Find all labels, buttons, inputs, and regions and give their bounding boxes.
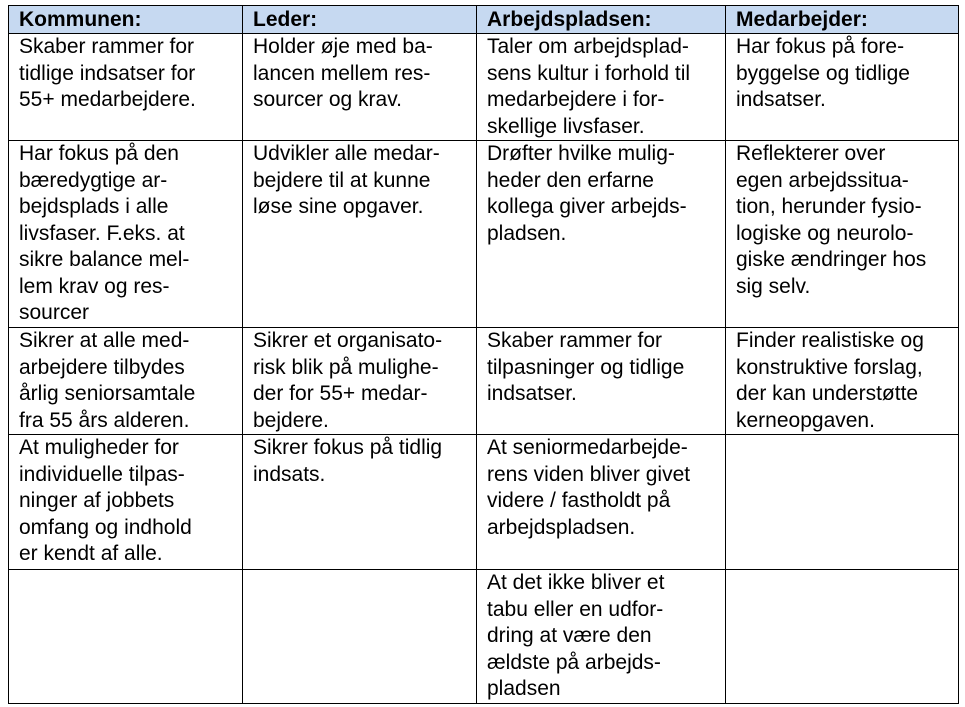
table-cell bbox=[477, 435, 726, 570]
table-cell bbox=[9, 328, 243, 435]
table-row bbox=[9, 34, 959, 141]
cell-text: Har fokus på fore- byggelse og tidlige indsatser. bbox=[736, 35, 910, 111]
header-kommunen: Kommunen: bbox=[9, 6, 243, 34]
cell-text: Skaber rammer for tidlige indsatser for 55+ medarbejdere. bbox=[19, 35, 196, 111]
cell-text: Drøfter hvilke mulig- heder den erfarne kollega giver arbejds- pladsen. bbox=[487, 142, 687, 245]
table-cell bbox=[9, 570, 243, 704]
cell-text: Har fokus på den bæredygtige ar- bejdsplads i alle livsfaser. F.eks. at sikre balance mel- lem krav og res- sourcer bbox=[19, 142, 190, 324]
table-row bbox=[9, 435, 959, 570]
table-cell bbox=[726, 435, 959, 570]
cell-text: Sikrer fokus på tidlig indsats. bbox=[253, 436, 443, 486]
table-cell bbox=[243, 328, 477, 435]
cell-text: At muligheder for individuelle tilpas- ninger af jobbets omfang og indhold er kendt af alle. bbox=[19, 436, 192, 565]
responsibility-table bbox=[8, 5, 959, 704]
table-row bbox=[9, 328, 959, 435]
header-medarbejder: Medarbejder: bbox=[726, 6, 959, 34]
cell-text: Sikrer at alle med- arbejdere tilbydes årlig seniorsamtale fra 55 års alderen. bbox=[19, 329, 196, 432]
table-cell bbox=[477, 328, 726, 435]
cell-text: At det ikke bliver et tabu eller en udfor- dring at være den ældste på arbejds- pladsen bbox=[487, 571, 665, 700]
cell-text: At seniormedarbejde- rens viden bliver givet videre / fastholdt på arbejdspladsen. bbox=[487, 436, 691, 539]
table-cell bbox=[243, 141, 477, 328]
header-leder: Leder: bbox=[243, 6, 477, 34]
header-arbejdspladsen: Arbejdspladsen: bbox=[477, 6, 726, 34]
table-cell bbox=[9, 141, 243, 328]
cell-text: Udvikler alle medar- bejdere til at kunne løse sine opgaver. bbox=[253, 142, 440, 218]
cell-text: Sikrer et organisato- risk blik på mulighe- der for 55+ medar- bejdere. bbox=[253, 329, 443, 432]
table-cell bbox=[243, 570, 477, 704]
table-cell bbox=[243, 435, 477, 570]
table-cell bbox=[477, 34, 726, 141]
cell-text: Taler om arbejdsplad- sens kultur i forhold til medarbejdere i for- skellige livsfaser. bbox=[487, 35, 691, 138]
table-cell bbox=[477, 570, 726, 704]
table-cell bbox=[477, 141, 726, 328]
cell-text: Finder realistiske og konstruktive forslag, der kan understøtte kerneopgaven. bbox=[736, 329, 924, 432]
table-cell bbox=[726, 141, 959, 328]
table-cell bbox=[9, 34, 243, 141]
table-row bbox=[9, 570, 959, 704]
header-row bbox=[9, 6, 959, 34]
table-cell bbox=[726, 570, 959, 704]
table-row bbox=[9, 141, 959, 328]
cell-text: Holder øje med ba- lancen mellem res- sourcer og krav. bbox=[253, 35, 433, 111]
table-cell bbox=[9, 435, 243, 570]
cell-text: Skaber rammer for tilpasninger og tidlige indsatser. bbox=[487, 329, 685, 405]
table-cell bbox=[243, 34, 477, 141]
table-cell bbox=[726, 328, 959, 435]
cell-text: Reflekterer over egen arbejdssitua- tion, herunder fysio- logiske og neurolo- giske ændringer hos sig selv. bbox=[736, 142, 927, 298]
table-cell bbox=[726, 34, 959, 141]
